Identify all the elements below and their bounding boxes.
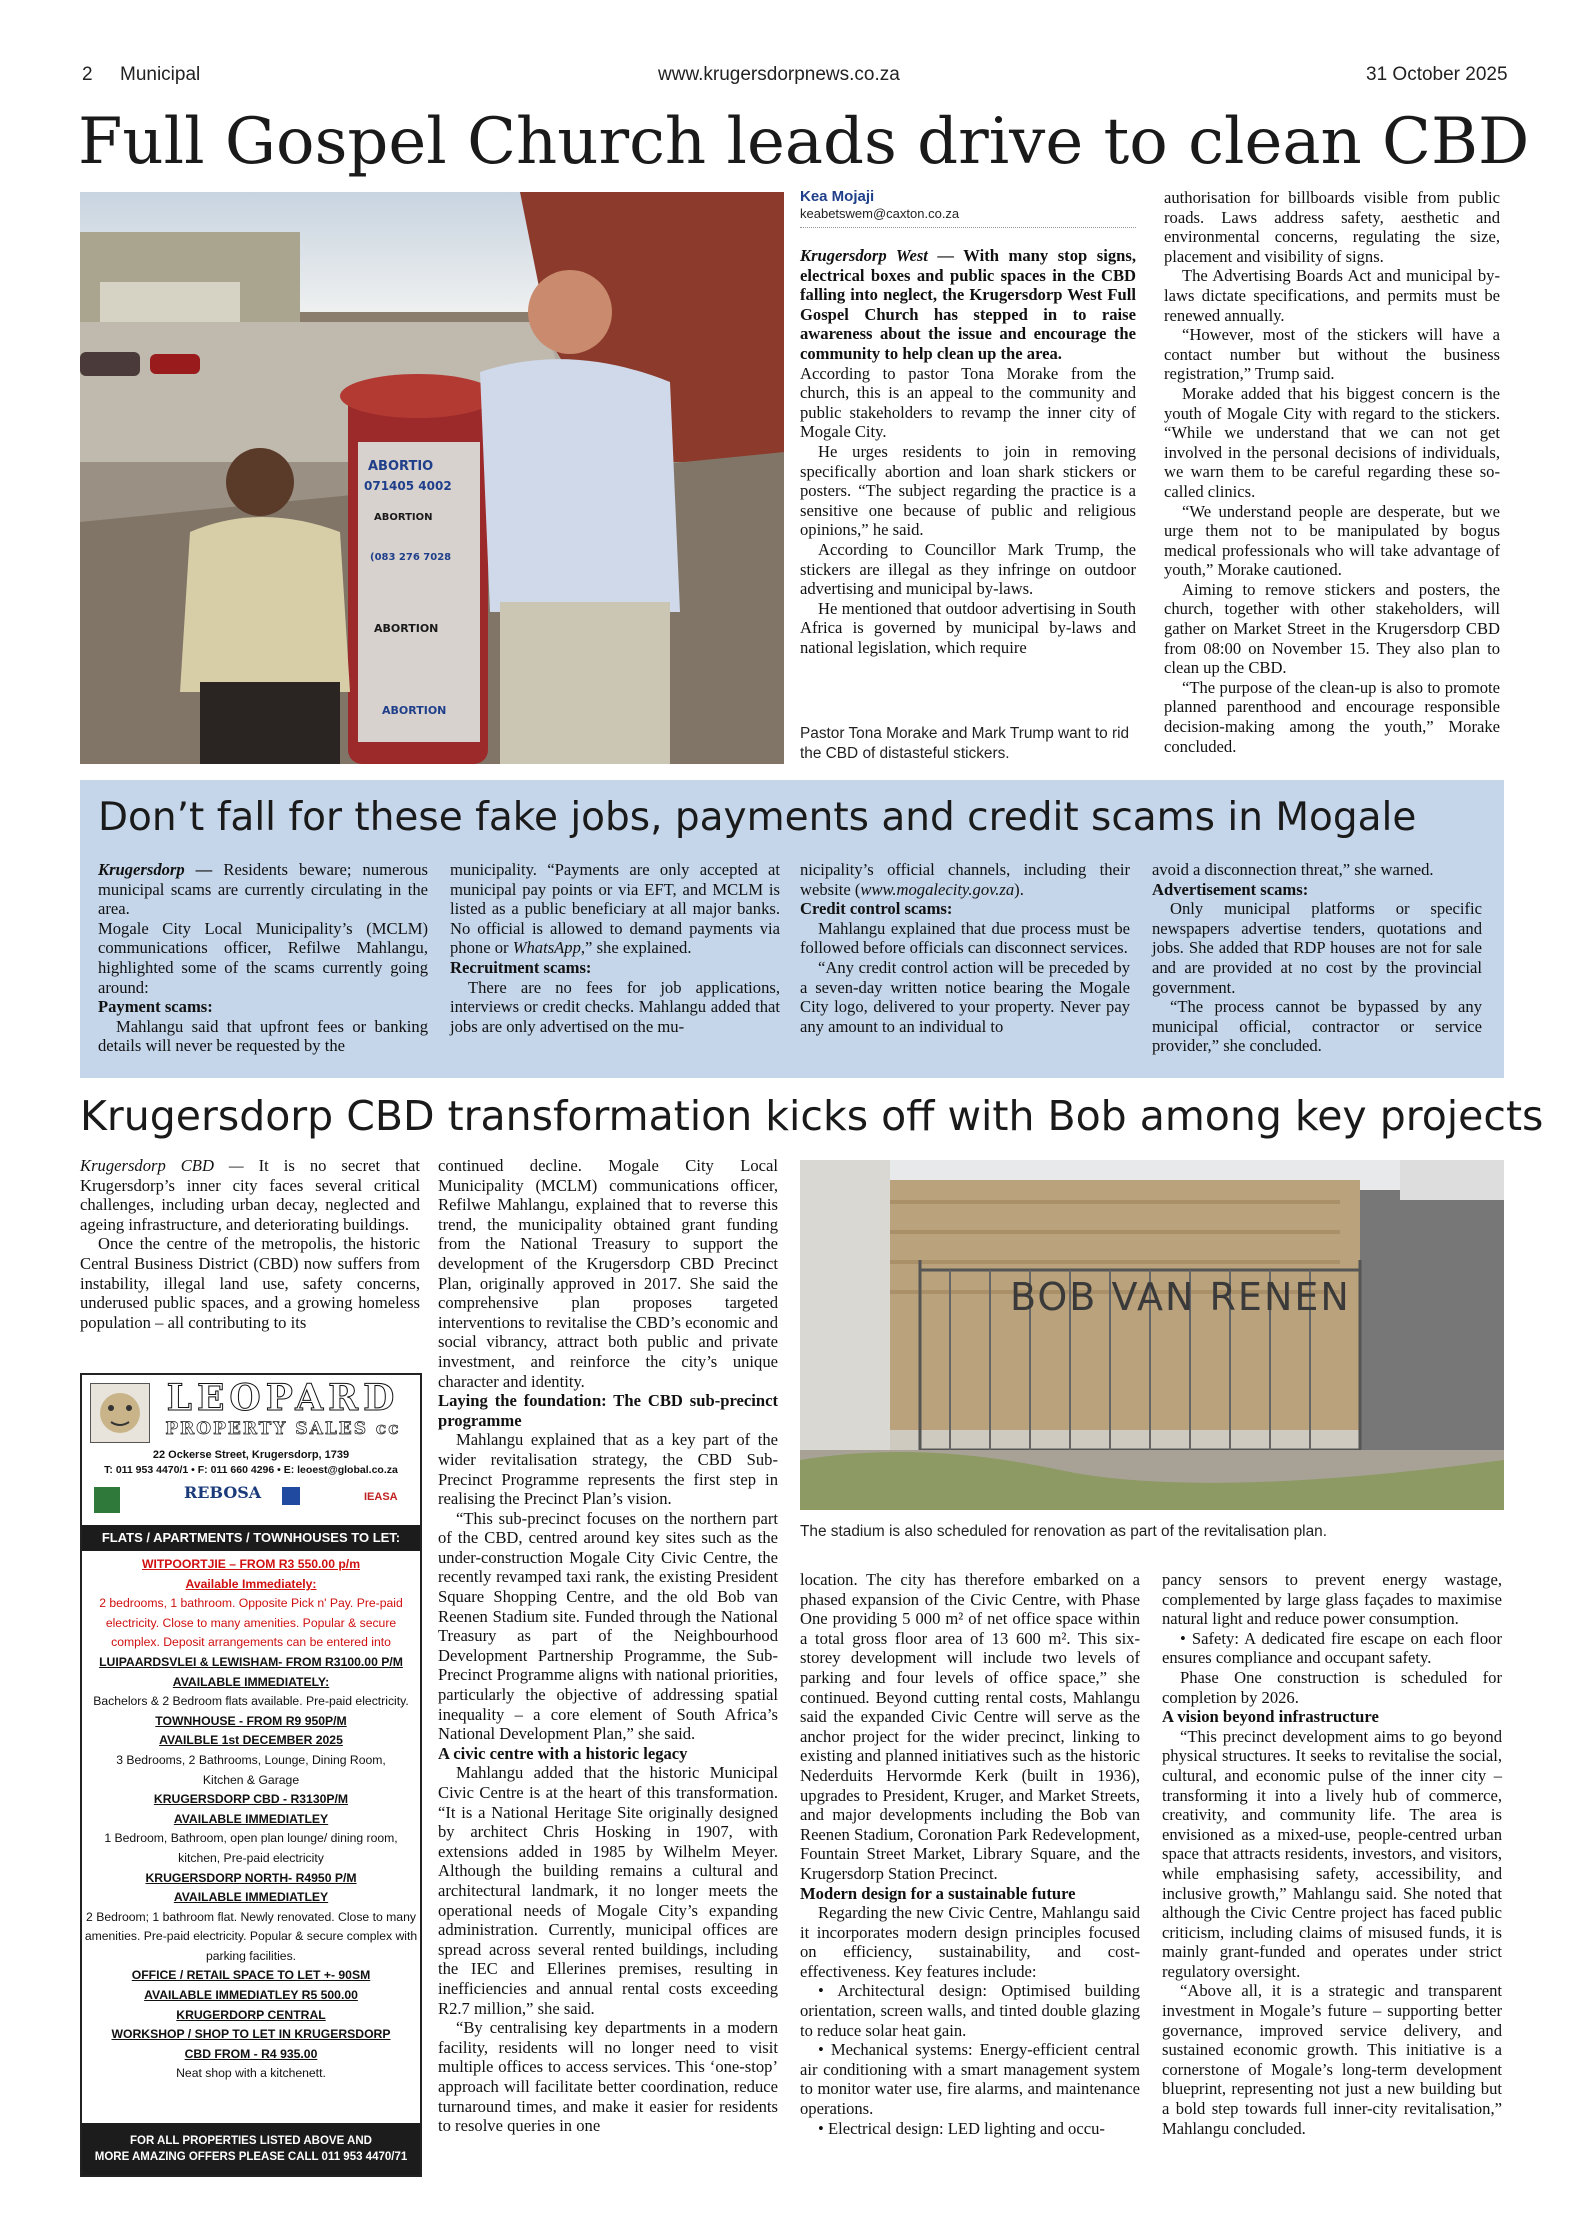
ad-listing-line: electricity. Close to many amenities. Popular & secure [105,1615,397,1630]
leopard-logo-icon [90,1383,150,1443]
paragraph: nicipality’s official channels, including their website ( [800,860,1130,899]
ad-listing-line: LUIPAARDSVLEI & LEWISHAM- FROM R3100.00 P/M [99,1654,403,1669]
story2-column-3 [800,860,1130,1036]
paragraph: There are no fees for job applications, interviews or credit checks. Mahlangu added that jobs are only advertised on the mu- [450,977,780,1036]
paragraph: ). [1014,879,1024,899]
municipal-website-link[interactable]: www.mogalecity.gov.za [860,879,1015,899]
paragraph: Mahlangu said that upfront fees or banking details will never be requested by the [98,1016,428,1056]
story1-column-2 [1164,188,1500,756]
paragraph: Mogale City Local Municipality’s (MCLM) communications officer, Refilwe Mahlangu, highlighted some of the scams currently going around: [98,918,428,997]
dateline: Krugersdorp CBD — [80,1156,244,1175]
subheading: Laying the foundation: The CBD sub-precinct programme [438,1391,778,1430]
ad-listing-line: Neat shop with a kitchenett. [176,2066,326,2081]
ad-listing-line: AVAILABLE IMMEDIATLEY [173,1811,329,1826]
ad-listing-line: KRUGERSDORP NORTH- R4950 P/M [145,1870,357,1885]
subheading: A vision beyond infrastructure [1162,1707,1379,1727]
leopard-property-ad[interactable] [80,1373,422,2177]
ad-footer [82,2123,420,2175]
website-url[interactable]: www.krugersdorpnews.co.za [658,64,900,85]
story2-headline: Don’t fall for these fake jobs, payments and credit scams in Mogale [98,795,1417,840]
paragraph: “However, most of the stickers will have a contact number but without the business registration,” Trump said. [1164,325,1500,384]
byline-name: Kea Mojaji [800,188,875,205]
subheading: A civic centre with a historic legacy [438,1743,688,1763]
ad-listings [82,1555,420,2084]
issue-date: 31 October 2025 [1366,64,1508,85]
paragraph: “This precinct development aims to go beyond physical structures. It seeks to revitalise the social, cultural, and economic pulse of the inner city – transforming it into a lively hub of commerce, creativity, and community life. The area is envisioned as a mixed-use, people-centred urban space that attracts residents, investors, and visitors, while emphasising safety, accessibility, and inclusive growth,” Mahlangu said. She noted that although the Civic Centre project has faced public criticism, including claims of misused funds, it is mainly grant-funded and operates under strict regulatory oversight. [1162,1726,1502,1981]
ad-listing-line: Kitchen & Garage [202,1772,300,1787]
paragraph: It is no secret that Krugersdorp’s inner city faces several critical challenges, including urban decay, neglected and ageing infrastructure, and deteriorating buildings. [80,1156,420,1234]
story1-caption: Pastor Tona Morake and Mark Trump want to rid the CBD of distasteful stickers. [800,725,1130,762]
story1-photo [80,192,784,764]
paragraph: Aiming to remove stickers and posters, the church, together with other stakeholders, will gather on Market Street in the Krugersdorp CBD from 08:00 on November 15. They also plan to clean up the CBD. [1164,579,1500,678]
subheading: Payment scams: [98,997,213,1017]
bullet-item: • Mechanical systems: Energy-efficient central air conditioning with a smart management system to monitor water use, fire alarms, and maintenance operations. [800,2040,1140,2119]
dateline: Krugersdorp — [98,860,213,879]
paragraph: continued decline. Mogale City Local Municipality (MCLM) communications officer, Refilwe Mahlangu, explained that to reverse this trend, the municipality obtained grant funding from the National Treasury to support the development of the Krugersdorp CBD Precinct Plan, originally approved in 2017. She said the comprehensive plan proposes targeted interventions to revitalise the CBD’s economic and social vibrancy, attract both public and private investment, and reinforce the city’s unique character and identity. [438,1156,778,1391]
paragraph: location. The city has therefore embarked on a phased expansion of the Civic Centre, with Phase One providing 5 000 m² of net office space within a total gross floor area of 13 600 m². This six-storey development will include two levels of parking and four levels of office space,” she continued. Beyond cutting rental costs, Mahlangu said the expanded Civic Centre will serve as the anchor project for the wider precinct, linking to existing and planned initiatives such as the historic Nederduits Hervormde Kerk (built in 1936), upgrades to President, Kruger, and Market Streets, and major developments including the Bob van Reenen Stadium, Coronation Park Redevelopment, Fountain Street Market, Library Square, and the Krugersdorp Station Precinct. [800,1570,1140,1883]
paragraph: He urges residents to join in removing specifically abortion and loan shark stickers or posters. “The subject regarding the practice is a sensitive one because of public and religious opinions,” he said. [800,441,1136,540]
photo-sticker-text: ABORTION [382,704,447,717]
paragraph: “This sub-precinct focuses on the northern part of the CBD, centred around key sites such as the under-construction Mogale City Civic Centre, the recently revamped taxi rank, the existing President Square Shopping Centre, and the old Bob van Reenen Stadium site. Funded through the National Treasury as part of the Neighbourhood Development Partnership Programme, the Sub-Precinct Programme aligns with national priorities, particularly the objective of addressing spatial inequality – a core element of South Africa’s National Development Plan,” she said. [438,1508,778,1744]
story3-headline: Krugersdorp CBD transformation kicks off with Bob among key projects [80,1092,1544,1140]
paragraph: “The process cannot be bypassed by any municipal official, contractor or service provider,” she concluded. [1152,997,1482,1056]
paragraph: ,” she explained. [580,938,692,958]
story2-column-4 [1152,860,1482,1056]
ad-listing-line: KRUGERDORP CENTRAL [176,2007,326,2022]
paragraph: Regarding the new Civic Centre, Mahlangu said it incorporates modern design principles focused on efficiency, sustainability, and cost-effectiveness. Key features include: [800,1903,1140,1981]
paragraph: Mahlangu explained that as a key part of the wider revitalisation strategy, the CBD Sub-Precinct Programme represents the first step in realising the Precinct Plan’s vision. [438,1430,778,1509]
photo-sticker-text: ABORTIO [368,459,434,474]
photo-sticker-text: ABORTION [374,622,439,635]
paragraph: municipality. “Payments are only accepted at municipal pay points or via EFT, and MCLM is listed as a public beneficiary at all major banks. No official is allowed to demand payments via phone or [450,860,780,958]
byline-rule [800,227,1136,228]
paragraph: He mentioned that outdoor advertising in South Africa is governed by municipal by-laws and national legislation, which require [800,598,1136,657]
story2-column-2 [450,860,780,1036]
paragraph: Morake added that his biggest concern is the youth of Mogale City with regard to the stickers. “While we understand that we can not get involved in the personal decisions of individuals, we warn them to be careful regarding these so-called clinics. [1164,383,1500,501]
ad-listing-line: 2 bedrooms, 1 bathroom. Opposite Pick n' Pay. Pre-paid [99,1596,403,1611]
ad-listing-line: Available Immediately: [185,1576,317,1591]
stadium-photo [800,1160,1504,1510]
story3-column-2 [438,1156,778,2136]
byline-email[interactable]: keabetswem@caxton.co.za [800,206,960,221]
dateline: Krugersdorp West — [800,246,955,265]
subheading: Recruitment scams: [450,957,592,977]
stadium-caption: The stadium is also scheduled for renovation as part of the revitalisation plan. [800,1523,1327,1540]
ad-banner: FLATS / APARTMENTS / TOWNHOUSES TO LET: [82,1525,420,1551]
ad-listing-line: WITPOORTJIE – FROM R3 550.00 p/m [141,1557,361,1571]
paragraph: authorisation for billboards visible from public roads. Laws address safety, aesthetic and environmental concerns, regulating the size, placement and visibility of signs. [1164,188,1500,266]
ad-listing-line: AVAILABLE IMMEDIATLEY R5 500.00 [144,1988,358,2003]
ad-footer-phone[interactable]: MORE AMAZING OFFERS PLEASE CALL 011 953 4470/71 [94,2151,408,2163]
naamaa-logo-icon [94,1487,120,1513]
whatsapp-mention: WhatsApp [512,938,581,958]
ad-listing-line: OFFICE / RETAIL SPACE TO LET +- 90SM [131,1968,371,1983]
ad-listing-line: 2 Bedroom; 1 bathroom flat. Newly renovated. Close to many [86,1909,416,1924]
subheading: Credit control scams: [800,899,953,919]
subheading: Advertisement scams: [1152,879,1309,899]
ad-listing-line: 1 Bedroom, Bathroom, open plan lounge/ dining room, [104,1831,398,1846]
story2-column-1 [98,860,428,1056]
ad-listing-line: Bachelors & 2 Bedroom flats available. Pre-paid electricity. [93,1694,409,1709]
paragraph: Mahlangu added that the historic Municipal Civic Centre is at the heart of this transformation. “It is a National Heritage Site originally designed by architect Chris Hosking in 1907, with extensions added in 1985 by Wilhelm Meyer. Although the building remains a cultural and architectural landmark, it no longer meets the operational needs of Mogale City’s expanding administration. Currently, municipal offices are spread across several rented buildings, including the IEC and Ellerines premises, resulting in inefficiencies and annual rental costs exceeding R2.7 million,” she said. [438,1763,778,2018]
bullet-item: • Architectural design: Optimised building orientation, screen walls, and tinted double glazing to reduce solar heat gain. [800,1981,1140,2040]
paragraph: Mahlangu explained that due process must be followed before officials can disconnect services. [800,918,1130,958]
photo-sticker-text: 071405 4002 [364,479,452,493]
ad-brand: LEOPARD [166,1377,400,1419]
ad-listing-line: AVAILABLE IMMEDIATLEY [173,1890,329,1905]
ppra-logo-icon [282,1487,300,1505]
ad-listing-line: WORKSHOP / SHOP TO LET IN KRUGERSDORP [111,2027,391,2042]
lead-paragraph: With many stop signs, electrical boxes and public spaces in the CBD falling into neglect, the Krugersdorp West Full Gospel Church has stepped in to raise awareness about the issue and encourage the community to help clean up the area. [800,246,1136,363]
ad-listing-line: AVAILBLE 1st DECEMBER 2025 [159,1733,343,1748]
ad-subbrand: PROPERTY SALES cc [165,1419,401,1439]
ad-listing-line: complex. Deposit arrangements can be entered into [111,1635,391,1650]
ad-address: 22 Ockerse Street, Krugersdorp, 1739 [152,1449,350,1461]
ad-footer-line: FOR ALL PROPERTIES LISTED ABOVE AND [130,2135,372,2147]
paragraph: “The purpose of the clean-up is also to promote planned parenthood and encourage responsible decision-making among the youth,” Morake concluded. [1164,677,1500,756]
photo-sticker-text: (083 276 7028 [370,552,452,563]
ad-listing-line: parking facilities. [205,1948,297,1963]
paragraph: Once the centre of the metropolis, the historic Central Business District (CBD) now suffers from instability, illegal land use, safety concerns, underused public spaces, and a growing homeless population – all contributing to its [80,1234,420,1332]
subheading: Modern design for a sustainable future [800,1883,1076,1903]
photo-sticker-text: ABORTION [374,512,433,523]
story1-headline: Full Gospel Church leads drive to clean CBD [78,105,1530,179]
ieasa-logo: IEASA [364,1491,398,1503]
paragraph: The Advertising Boards Act and municipal by-laws dictate specifications, and permits must be renewed annually. [1164,266,1500,325]
story3-column-3 [800,1570,1140,2138]
page-number: 2 [82,64,93,85]
story1-column-1 [800,246,1136,657]
ad-listing-line: kitchen, Pre-paid electricity [178,1850,324,1865]
ad-listing-line: amenities. Pre-paid electricity. Popular & secure complex with [84,1929,418,1944]
paragraph: pancy sensors to prevent energy wastage, complemented by large glass façades to maximise natural light and reduce power consumption. [1162,1570,1502,1629]
paragraph: Only municipal platforms or specific newspapers advertise tenders, quotations and jobs. She added that RDP houses are not for sale and are provided at no cost by the provincial government. [1152,899,1482,997]
paragraph: Phase One construction is scheduled for completion by 2026. [1162,1667,1502,1707]
story3-column-4 [1162,1570,1502,2138]
story3-column-1 [80,1156,420,1332]
paragraph: avoid a disconnection threat,” she warned. [1152,860,1434,879]
paragraph: “Any credit control action will be preceded by a seven-day written notice bearing the Mogale City logo, delivered to your property. Never pay any amount to an individual to [800,957,1130,1036]
ad-listing-line: AVAILABLE IMMEDIATELY: [172,1674,330,1689]
ad-contact[interactable]: T: 011 953 4470/1 • F: 011 660 4296 • E: leoest@global.co.za [104,1464,398,1476]
bullet-item: • Safety: A dedicated fire escape on each floor ensures compliance and occupant safety. [1162,1628,1502,1668]
ad-listing-line: CBD FROM - R4 935.00 [184,2046,318,2061]
paragraph: “We understand people are desperate, but we urge them not to be manipulated by bogus medical professionals who will take advantage of youth,” Morake cautioned. [1164,501,1500,580]
paragraph: According to pastor Tona Morake from the church, this is an appeal to the community and public stakeholders to revamp the inner city of Mogale City. [800,363,1136,442]
paragraph: “Above all, it is a strategic and transparent investment in Mogale’s future – supporting better governance, improved service delivery, and sustained economic growth. This initiative is a cornerstone of Mogale’s long-term development blueprint, representing not just a new building but a bold step towards full inner-city revitalisation,” Mahlangu concluded. [1162,1981,1502,2138]
rebosa-logo: REBOSA [184,1483,262,1502]
paragraph: According to Councillor Mark Trump, the stickers are illegal as they infringe on outdoor advertising and municipal by-laws. [800,539,1136,599]
ad-listing-line: KRUGERSDORP CBD - R3130P/M [153,1792,349,1807]
section-name: Municipal [120,64,201,85]
paragraph: “By centralising key departments in a modern facility, residents will no longer need to visit multiple offices to access services. This ‘one-stop’ approach will facilitate better coordination, reduce turnaround times, and make it easier for residents to resolve queries in one [438,2018,778,2136]
stadium-sign-text: BOB VAN RENEN [1010,1275,1351,1319]
ad-listing-line: TOWNHOUSE - FROM R9 950P/M [155,1713,347,1728]
ad-affiliation-logos [94,1483,410,1523]
bullet-item: • Electrical design: LED lighting and occu- [818,2118,1105,2138]
paragraph: Residents beware; numerous municipal scams are currently circulating in the area. [98,860,429,919]
ad-listing-line: 3 Bedrooms, 2 Bathrooms, Lounge, Dining Room, [116,1752,386,1767]
